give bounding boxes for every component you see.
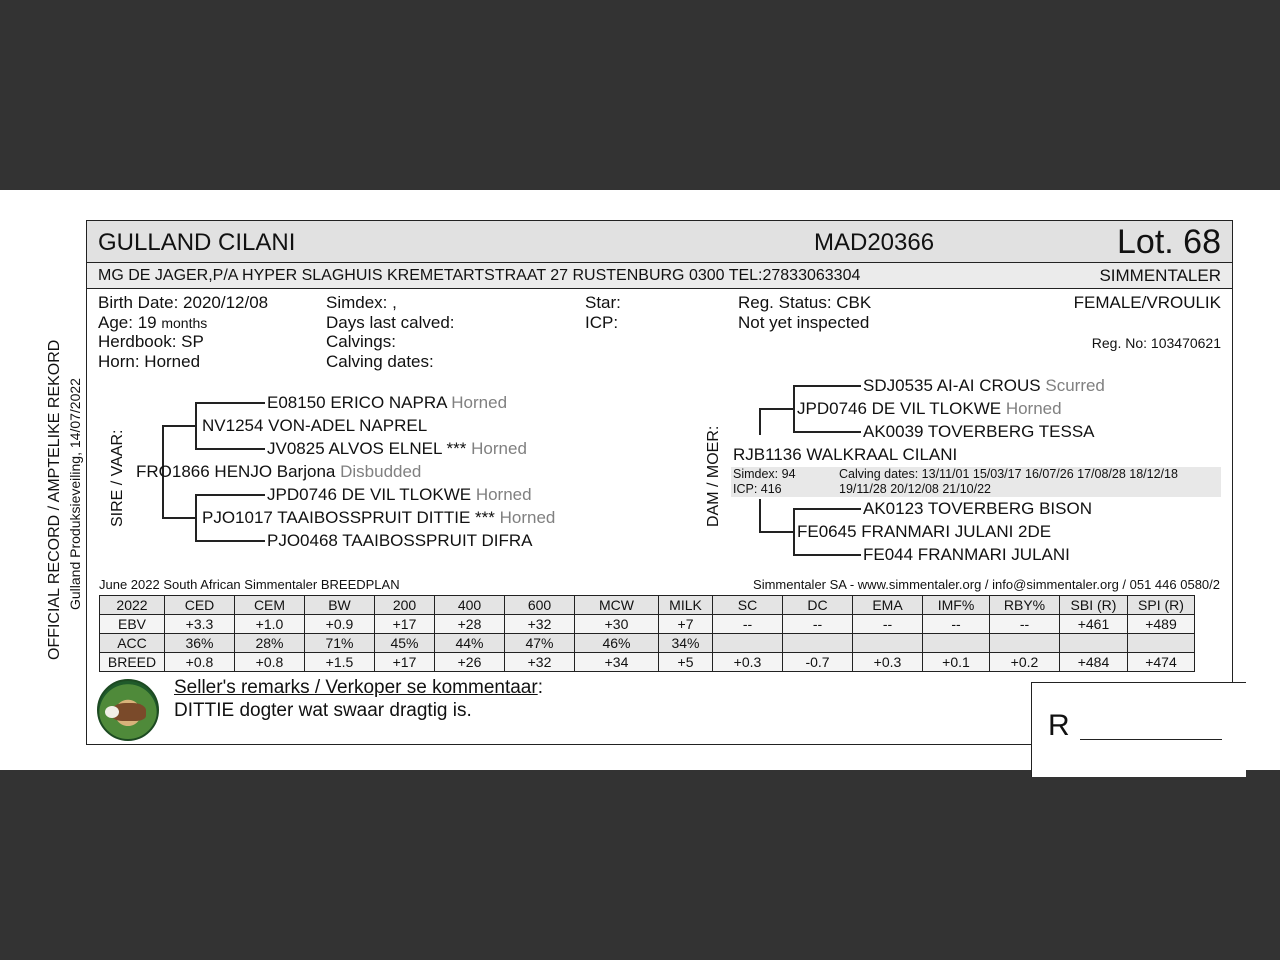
ped-line bbox=[195, 494, 197, 540]
official-record-label: OFFICIAL RECORD / AMPTELIKE REKORD bbox=[46, 339, 63, 660]
breedplan-cell bbox=[1060, 634, 1128, 653]
dam-dam-sire: AK0123 TOVERBERG BISON bbox=[863, 499, 1092, 518]
breedplan-cell bbox=[923, 634, 990, 653]
animal-code: MAD20366 bbox=[814, 229, 935, 256]
remarks-title: Seller's remarks / Verkoper se kommentaar: bbox=[174, 677, 543, 698]
breedplan-cell: BREED bbox=[100, 653, 165, 672]
catalogue-sheet bbox=[0, 190, 1280, 770]
animal-name: GULLAND CILANI bbox=[98, 229, 296, 256]
dam-sire-sire bbox=[863, 376, 1105, 396]
breedplan-header-cell: DC bbox=[783, 596, 853, 615]
ds-horn: Horned bbox=[1005, 399, 1062, 418]
ds-name: JPD0746 DE VIL TLOKWE bbox=[797, 399, 1002, 418]
ped-line bbox=[195, 425, 197, 448]
breedplan-cell: +461 bbox=[1060, 615, 1128, 634]
breedplan-header-cell: SPI (R) bbox=[1128, 596, 1195, 615]
ssd-horn: Horned bbox=[471, 439, 527, 458]
ped-line bbox=[195, 402, 265, 404]
breedplan-header-cell: CED bbox=[165, 596, 235, 615]
society-contact: Simmentaler SA - www.simmentaler.org / info@simmentaler.org / 051 446 0580/2 bbox=[753, 577, 1220, 592]
sss-horn: Horned bbox=[451, 393, 508, 412]
ped-line bbox=[759, 408, 761, 435]
star: Star: bbox=[585, 293, 621, 312]
remarks-title-text: Seller's remarks / Verkoper se kommentaar bbox=[174, 677, 538, 698]
age-unit: months bbox=[161, 315, 208, 331]
dss-name: SDJ0535 AI-AI CROUS bbox=[863, 376, 1041, 395]
breedplan-header-cell: 200 bbox=[375, 596, 435, 615]
sire-label: SIRE / VAAR: bbox=[109, 429, 126, 527]
dam-simdex: Simdex: 94 bbox=[733, 467, 796, 481]
calving-dates: Calving dates: bbox=[326, 352, 434, 371]
sd-horn: Horned bbox=[499, 508, 556, 527]
breedplan-cell: +17 bbox=[375, 653, 435, 672]
sire-reg-name: FRO1866 HENJO Barjona bbox=[136, 462, 336, 481]
bid-amount-line[interactable] bbox=[1080, 739, 1222, 740]
logo-cattle-head bbox=[105, 706, 119, 718]
bid-box bbox=[1031, 682, 1246, 777]
breedplan-row bbox=[100, 653, 1195, 672]
dam-label: DAM / MOER: bbox=[705, 425, 722, 527]
breedplan-cell: +32 bbox=[505, 615, 575, 634]
ped-line bbox=[759, 408, 794, 410]
ped-line bbox=[195, 494, 265, 496]
breedplan-cell: -- bbox=[990, 615, 1060, 634]
lot-card bbox=[86, 220, 1233, 745]
breedplan-row bbox=[100, 615, 1195, 634]
ped-line bbox=[759, 531, 794, 533]
breedplan-table bbox=[99, 595, 1195, 672]
days-last-calved: Days last calved: bbox=[326, 313, 455, 332]
breedplan-cell: +28 bbox=[435, 615, 505, 634]
age-value: Age: 19 bbox=[98, 313, 157, 332]
herdbook: Herdbook: SP bbox=[98, 332, 204, 351]
card-header bbox=[87, 221, 1232, 263]
breedplan-cell: +484 bbox=[1060, 653, 1128, 672]
breedplan-cell: 44% bbox=[435, 634, 505, 653]
remarks-text: DITTIE dogter wat swaar dragtig is. bbox=[174, 700, 472, 721]
dam-sire bbox=[797, 399, 1062, 419]
calvings: Calvings: bbox=[326, 332, 396, 351]
breedplan-caption: June 2022 South African Simmentaler BREEDPLAN bbox=[99, 577, 400, 592]
breedplan-header-cell: IMF% bbox=[923, 596, 990, 615]
sire-sire-dam bbox=[267, 439, 527, 459]
ped-line bbox=[793, 554, 861, 556]
breedplan-cell: +0.3 bbox=[853, 653, 923, 672]
sds-horn: Horned bbox=[475, 485, 532, 504]
breedplan-cell: +0.2 bbox=[990, 653, 1060, 672]
breedplan-header-cell: BW bbox=[305, 596, 375, 615]
breedplan-header-cell: RBY% bbox=[990, 596, 1060, 615]
dam-calving-dates-1: Calving dates: 13/11/01 15/03/17 16/07/26 17/08/28 18/12/18 bbox=[839, 467, 1178, 481]
breedplan-cell: 34% bbox=[659, 634, 713, 653]
breedplan-cell: +474 bbox=[1128, 653, 1195, 672]
breedplan-cell: +0.8 bbox=[165, 653, 235, 672]
breedplan-header-cell: 400 bbox=[435, 596, 505, 615]
sire-sire: NV1254 VON-ADEL NAPREL bbox=[202, 416, 428, 435]
dam-dam: FE0645 FRANMARI JULANI 2DE bbox=[797, 522, 1052, 541]
breedplan-cell: +489 bbox=[1128, 615, 1195, 634]
sds-name: JPD0746 DE VIL TLOKWE bbox=[267, 485, 472, 504]
icp: ICP: bbox=[585, 313, 619, 332]
breedplan-header-cell: 2022 bbox=[100, 596, 165, 615]
simdex: Simdex: , bbox=[326, 293, 397, 312]
birth-date: Birth Date: 2020/12/08 bbox=[98, 293, 269, 312]
dam-icp: ICP: 416 bbox=[733, 482, 782, 496]
breedplan-header-cell: MILK bbox=[659, 596, 713, 615]
breedplan-cell: +34 bbox=[575, 653, 659, 672]
breedplan-cell: 47% bbox=[505, 634, 575, 653]
breedplan-cell: +32 bbox=[505, 653, 575, 672]
breedplan-cell: +1.0 bbox=[235, 615, 305, 634]
breedplan-cell: +3.3 bbox=[165, 615, 235, 634]
breedplan-cell: -0.7 bbox=[783, 653, 853, 672]
breedplan-cell: +1.5 bbox=[305, 653, 375, 672]
breedplan-cell: ACC bbox=[100, 634, 165, 653]
sire-sire-sire bbox=[267, 393, 507, 413]
breedplan-cell: +30 bbox=[575, 615, 659, 634]
breedplan-cell bbox=[713, 634, 783, 653]
dam-calving-dates-2: 19/11/28 20/12/08 21/10/22 bbox=[839, 482, 991, 496]
breedplan-header-cell: CEM bbox=[235, 596, 305, 615]
breedplan-cell: 28% bbox=[235, 634, 305, 653]
breedplan-cell: -- bbox=[923, 615, 990, 634]
owner-row bbox=[87, 263, 1232, 289]
sire-dam-sire bbox=[267, 485, 532, 505]
sss-name: E08150 ERICO NAPRA bbox=[267, 393, 447, 412]
reg-number: Reg. No: 103470621 bbox=[1091, 335, 1221, 351]
sire-dam-dam: PJO0468 TAAIBOSSPRUIT DIFRA bbox=[267, 531, 533, 550]
ped-line bbox=[793, 385, 861, 387]
ped-line bbox=[195, 448, 265, 450]
ped-line bbox=[195, 402, 197, 425]
breedplan-row bbox=[100, 634, 1195, 653]
sire-name bbox=[136, 462, 421, 482]
breedplan-cell bbox=[783, 634, 853, 653]
breedplan-cell: 71% bbox=[305, 634, 375, 653]
breedplan-cell: EBV bbox=[100, 615, 165, 634]
breedplan-cell: +17 bbox=[375, 615, 435, 634]
ssd-name: JV0825 ALVOS ELNEL *** bbox=[267, 439, 467, 458]
breedplan-cell: +0.8 bbox=[235, 653, 305, 672]
breedplan-cell bbox=[990, 634, 1060, 653]
dss-horn: Scurred bbox=[1045, 376, 1105, 395]
sire-horn: Disbudded bbox=[340, 462, 422, 481]
breedplan-cell: 36% bbox=[165, 634, 235, 653]
age bbox=[98, 313, 207, 333]
breedplan-header-cell: SC bbox=[713, 596, 783, 615]
breedplan-cell: +26 bbox=[435, 653, 505, 672]
ped-line bbox=[162, 425, 196, 427]
breedplan-cell: +7 bbox=[659, 615, 713, 634]
breedplan-header-cell: 600 bbox=[505, 596, 575, 615]
breedplan-cell bbox=[1128, 634, 1195, 653]
auction-date-label: Gulland Produksieveiling, 14/07/2022 bbox=[67, 378, 83, 610]
horn-status: Horn: Horned bbox=[98, 352, 201, 371]
ped-line bbox=[162, 517, 196, 519]
breedplan-cell: +0.1 bbox=[923, 653, 990, 672]
breedplan-cell: +0.9 bbox=[305, 615, 375, 634]
breedplan-cell bbox=[853, 634, 923, 653]
dam-info-box bbox=[731, 467, 1221, 497]
breedplan-cell: -- bbox=[853, 615, 923, 634]
ped-line bbox=[793, 431, 861, 433]
breedplan-cell: +5 bbox=[659, 653, 713, 672]
bid-currency: R bbox=[1048, 709, 1070, 742]
breed-label: SIMMENTALER bbox=[1099, 266, 1221, 285]
dam-name: RJB1136 WALKRAAL CILANI bbox=[733, 445, 958, 464]
breedplan-header-row bbox=[100, 596, 1195, 615]
ped-line bbox=[759, 499, 761, 531]
society-logo bbox=[97, 679, 159, 741]
dam-sire-dam: AK0039 TOVERBERG TESSA bbox=[863, 422, 1095, 441]
breedplan-cell: -- bbox=[713, 615, 783, 634]
dam-dam-dam: FE044 FRANMARI JULANI bbox=[863, 545, 1070, 564]
inspection-status: Not yet inspected bbox=[738, 313, 870, 332]
sex-label: FEMALE/VROULIK bbox=[1073, 293, 1221, 312]
sire-dam bbox=[202, 508, 555, 528]
breedplan-cell: +0.3 bbox=[713, 653, 783, 672]
breedplan-header-cell: MCW bbox=[575, 596, 659, 615]
breedplan-cell: 46% bbox=[575, 634, 659, 653]
owner-address: MG DE JAGER,P/A HYPER SLAGHUIS KREMETARTSTRAAT 27 RUSTENBURG 0300 TEL:27833063304 bbox=[98, 267, 861, 284]
ped-line bbox=[195, 540, 265, 542]
breedplan-header-cell: EMA bbox=[853, 596, 923, 615]
ped-line bbox=[793, 508, 861, 510]
breedplan-header-cell: SBI (R) bbox=[1060, 596, 1128, 615]
reg-status: Reg. Status: CBK bbox=[738, 293, 872, 312]
lot-number: Lot. 68 bbox=[1117, 223, 1221, 261]
sd-name: PJO1017 TAAIBOSSPRUIT DITTIE *** bbox=[202, 508, 495, 527]
breedplan-cell: -- bbox=[783, 615, 853, 634]
ped-line bbox=[793, 508, 795, 554]
breedplan-cell: 45% bbox=[375, 634, 435, 653]
